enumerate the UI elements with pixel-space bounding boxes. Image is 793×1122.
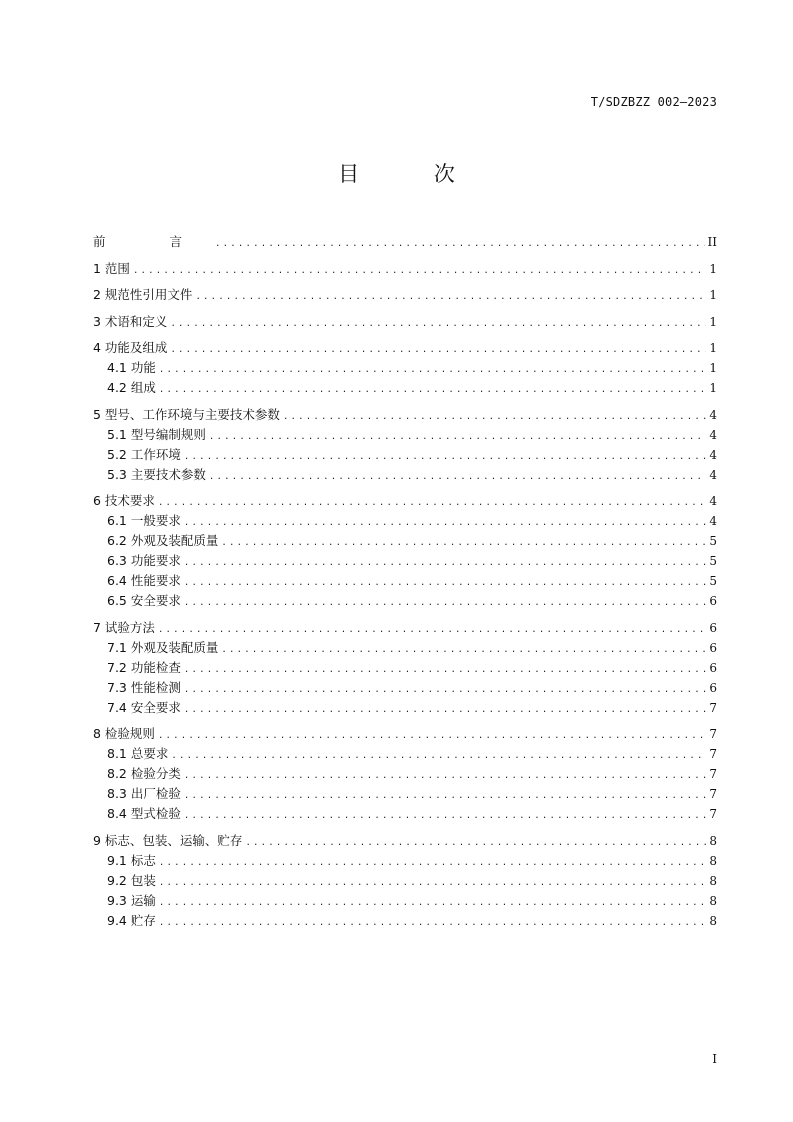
toc-dot-leader: [159, 380, 706, 400]
toc-entry-page: 6: [709, 640, 717, 655]
toc-entry-label: 3 术语和定义: [93, 313, 168, 329]
toc-entry[interactable]: [93, 724, 717, 744]
toc-dot-leader: [171, 746, 706, 766]
toc-entry-page: 1: [709, 361, 717, 375]
toc-entry-label: 4 功能及组成: [93, 340, 168, 355]
toc-dot-leader: [158, 620, 706, 640]
toc-entry-label: 7.3 性能检测: [107, 679, 181, 695]
toc-entry-page: 1: [709, 261, 717, 276]
toc-entry-label: 2 规范性引用文件: [93, 287, 193, 302]
toc-entry-label: 6.3 功能要求: [107, 553, 181, 568]
toc-dot-leader: [283, 407, 706, 427]
toc-entry-label: 7.2 功能检查: [107, 659, 181, 675]
toc-entry[interactable]: [93, 658, 717, 678]
toc-entry-page: 4: [709, 494, 717, 508]
toc-dot-leader: [221, 533, 706, 553]
toc-entry-page: 4: [709, 447, 717, 462]
page-number: I: [712, 1052, 717, 1066]
toc-title: 目 次: [338, 162, 489, 186]
toc-entry[interactable]: [93, 491, 717, 511]
toc-entry-page: 8: [709, 913, 717, 928]
toc-entry-label: 1 范围: [93, 260, 130, 276]
toc-entry-label: 8.3 出厂检验: [107, 786, 181, 801]
toc-dot-leader: [209, 467, 706, 487]
toc-entry-page: 6: [709, 660, 717, 675]
toc-dot-leader: [158, 493, 706, 513]
toc-entry-label: 7.4 安全要求: [107, 699, 181, 715]
toc-entry-page: 7: [709, 700, 717, 715]
toc-entry-label: 9.4 贮存: [107, 912, 156, 928]
toc-entry-page: 1: [709, 341, 717, 355]
toc-entry[interactable]: [93, 764, 717, 784]
toc-entry[interactable]: [93, 678, 717, 698]
toc-dot-leader: [159, 853, 706, 873]
toc-entry[interactable]: [93, 871, 717, 891]
toc-entry-page: 4: [709, 514, 717, 528]
toc-entry[interactable]: [93, 465, 717, 485]
toc-dot-leader: [159, 913, 706, 933]
toc-entry-label: 前 言: [93, 234, 212, 249]
toc-entry[interactable]: [93, 511, 717, 531]
toc-dot-leader: [209, 427, 706, 447]
toc-dot-leader: [184, 553, 706, 573]
toc-entry-label: 9.2 包装: [107, 872, 156, 888]
toc-entry-label: 6.2 外观及装配质量: [107, 533, 219, 548]
toc-entry-label: 8.2 检验分类: [107, 766, 181, 781]
toc-entry-page: 8: [709, 833, 717, 848]
document-code: T/SDZBZZ 002—2023: [590, 95, 717, 109]
toc-dot-leader: [245, 833, 706, 853]
toc-entry-label: 9.3 运输: [107, 892, 156, 908]
toc-entry[interactable]: [93, 831, 717, 851]
toc-entry[interactable]: [93, 551, 717, 571]
toc-dot-leader: [184, 786, 706, 806]
toc-dot-leader: [184, 593, 706, 613]
toc-dot-leader: [184, 806, 706, 826]
toc-entry-label: 5.1 型号编制规则: [107, 426, 206, 442]
toc-entry[interactable]: [93, 851, 717, 871]
toc-dot-leader: [184, 573, 706, 593]
toc-dot-leader: [159, 873, 706, 893]
toc-entry-label: 6.5 安全要求: [107, 593, 181, 608]
toc-entry-label: 9 标志、包装、运输、贮存: [93, 832, 243, 848]
toc-entry[interactable]: [93, 425, 717, 445]
toc-entry[interactable]: [93, 531, 717, 551]
toc-dot-leader: [221, 640, 706, 660]
toc-entry-page: 6: [709, 680, 717, 695]
toc-entry[interactable]: [93, 338, 717, 358]
toc-entry-label: 6 技术要求: [93, 493, 155, 508]
toc-dot-leader: [184, 447, 706, 467]
toc-entry-page: 1: [709, 288, 717, 302]
toc-entry-label: 4.1 功能: [107, 360, 156, 375]
toc-entry-page: 5: [709, 534, 717, 548]
toc-entry-page: 1: [709, 381, 717, 395]
toc-entry[interactable]: [93, 891, 717, 911]
toc-entry-label: 5.3 主要技术参数: [107, 466, 206, 482]
toc-entry[interactable]: [93, 591, 717, 611]
toc-entry[interactable]: [93, 259, 717, 279]
toc-entry[interactable]: [93, 232, 717, 252]
toc-entry-page: 5: [709, 554, 717, 568]
toc-dot-leader: [170, 314, 706, 334]
toc-dot-leader: [184, 513, 706, 533]
toc-entry-page: 1: [709, 314, 717, 329]
toc-entry[interactable]: [93, 312, 717, 332]
toc-entry-label: 5.2 工作环境: [107, 446, 181, 462]
toc-entry-label: 9.1 标志: [107, 852, 156, 868]
toc-entry-page: 8: [709, 853, 717, 868]
toc-entry[interactable]: [93, 804, 717, 824]
toc-entry[interactable]: [93, 358, 717, 378]
toc-dot-leader: [159, 360, 706, 380]
toc-entry[interactable]: [93, 744, 717, 764]
toc-dot-leader: [215, 234, 705, 254]
toc-entry-page: 7: [709, 767, 717, 781]
toc-entry-page: 7: [709, 787, 717, 801]
toc-entry-label: 8.4 型式检验: [107, 806, 181, 821]
toc-entry-page: 8: [709, 873, 717, 888]
toc-entry[interactable]: [93, 911, 717, 931]
toc-dot-leader: [184, 680, 706, 700]
toc-entry[interactable]: [93, 618, 717, 638]
toc-entry-label: 7 试验方法: [93, 619, 155, 635]
toc-entry[interactable]: [93, 405, 717, 425]
toc-dot-leader: [133, 261, 706, 281]
toc-entry-label: 5 型号、工作环境与主要技术参数: [93, 406, 280, 422]
toc-entry[interactable]: [93, 698, 717, 718]
toc-dot-leader: [184, 700, 706, 720]
toc-entry-page: 6: [709, 620, 717, 635]
table-of-contents: [93, 232, 717, 931]
toc-entry[interactable]: [93, 445, 717, 465]
toc-dot-leader: [184, 766, 706, 786]
toc-entry[interactable]: [93, 784, 717, 804]
toc-entry-page: II: [707, 235, 717, 249]
toc-entry-label: 6.4 性能要求: [107, 573, 181, 588]
toc-entry[interactable]: [93, 638, 717, 658]
toc-entry-label: 7.1 外观及装配质量: [107, 639, 219, 655]
toc-entry-label: 4.2 组成: [107, 380, 156, 395]
toc-entry-page: 7: [709, 807, 717, 821]
toc-entry-page: 4: [709, 427, 717, 442]
toc-dot-leader: [170, 340, 706, 360]
toc-entry-page: 8: [709, 893, 717, 908]
toc-entry-page: 7: [709, 727, 717, 741]
toc-entry-label: 8 检验规则: [93, 726, 155, 741]
toc-entry-page: 4: [709, 407, 717, 422]
toc-entry[interactable]: [93, 378, 717, 398]
toc-entry-label: 8.1 总要求: [107, 746, 169, 761]
toc-dot-leader: [158, 726, 706, 746]
toc-entry-page: 5: [709, 574, 717, 588]
toc-dot-leader: [195, 287, 706, 307]
toc-entry-label: 6.1 一般要求: [107, 513, 181, 528]
toc-dot-leader: [184, 660, 706, 680]
toc-entry-page: 4: [709, 467, 717, 482]
toc-entry[interactable]: [93, 285, 717, 305]
toc-entry-page: 7: [709, 747, 717, 761]
toc-entry[interactable]: [93, 571, 717, 591]
toc-entry-page: 6: [709, 594, 717, 608]
toc-dot-leader: [159, 893, 706, 913]
